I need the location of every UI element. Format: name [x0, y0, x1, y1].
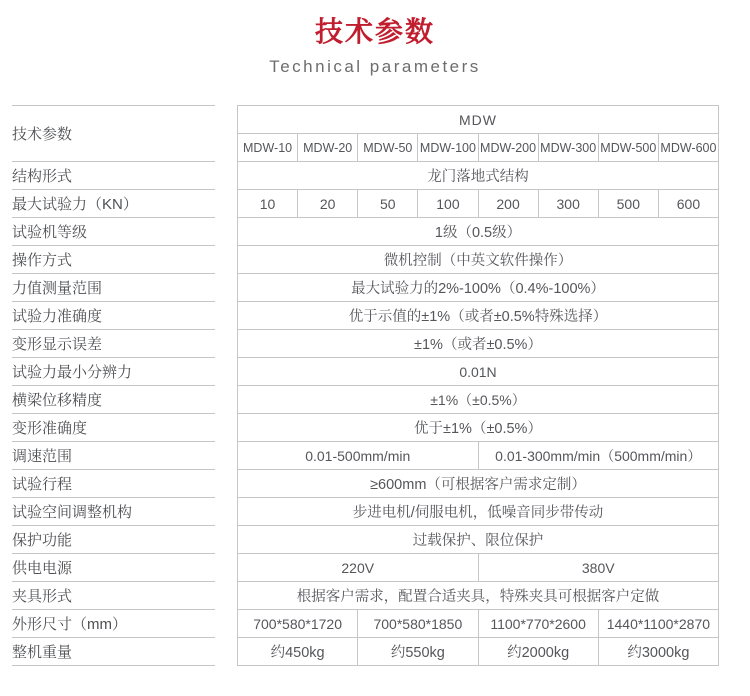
corner-label: 技术参数 — [12, 126, 73, 143]
spec-row-label: 夹具形式 — [12, 582, 215, 610]
spec-value-cell: 根据客户需求，配置合适夹具，特殊夹具可根据客户定做 — [238, 582, 719, 610]
spec-value-cell: 700*580*1720 — [238, 610, 358, 638]
spec-row — [238, 526, 719, 554]
model-header-cell: MDW-10 — [238, 134, 298, 162]
spec-row-label: 最大试验力（KN） — [12, 190, 215, 218]
spec-value-cell: 约450kg — [238, 638, 358, 666]
spec-value-cell: 600 — [658, 190, 718, 218]
spec-value-cell: 200 — [478, 190, 538, 218]
spec-value-cell: 1440*1100*2870 — [598, 610, 718, 638]
spec-value-cell: 优于示值的±1%（或者±0.5%特殊选择） — [238, 302, 719, 330]
spec-row — [238, 162, 719, 190]
model-header-cell: MDW-100 — [418, 134, 478, 162]
spec-row — [238, 190, 719, 218]
page-subtitle: Technical parameters — [269, 57, 481, 77]
spec-row — [238, 330, 719, 358]
spec-value-cell: 50 — [358, 190, 418, 218]
spec-value-cell: 最大试验力的2%-100%（0.4%-100%） — [238, 274, 719, 302]
spec-row-label: 整机重量 — [12, 638, 215, 666]
spec-row-label: 保护功能 — [12, 526, 215, 554]
spec-row — [238, 610, 719, 638]
spec-row — [238, 246, 719, 274]
spec-value-cell: 1100*770*2600 — [478, 610, 598, 638]
spec-value-cell: 220V — [238, 554, 479, 582]
spec-row-label: 调速范围 — [12, 442, 215, 470]
series-header-cell: MDW — [238, 106, 719, 134]
spec-value-cell: 步进电机/伺服电机，低噪音同步带传动 — [238, 498, 719, 526]
series-header-row — [238, 106, 719, 134]
spec-value-cell: ≥600mm（可根据客户需求定制） — [238, 470, 719, 498]
spec-row-label: 试验行程 — [12, 470, 215, 498]
spec-value-cell: 0.01-500mm/min — [238, 442, 479, 470]
spec-row — [238, 218, 719, 246]
spec-value-cell: 10 — [238, 190, 298, 218]
spec-value-cell: 0.01N — [238, 358, 719, 386]
spec-row — [238, 274, 719, 302]
spec-row-label: 变形准确度 — [12, 414, 215, 442]
spec-value-cell: 约3000kg — [598, 638, 718, 666]
spec-value-cell: ±1%（或者±0.5%） — [238, 330, 719, 358]
spec-row-label: 试验力准确度 — [12, 302, 215, 330]
spec-row — [238, 442, 719, 470]
spec-value-cell: 优于±1%（±0.5%） — [238, 414, 719, 442]
spec-row-label: 横梁位移精度 — [12, 386, 215, 414]
model-header-cell: MDW-200 — [478, 134, 538, 162]
spec-value-cell: 龙门落地式结构 — [238, 162, 719, 190]
spec-row-label: 试验空间调整机构 — [12, 498, 215, 526]
spec-row-label: 操作方式 — [12, 246, 215, 274]
spec-row — [238, 498, 719, 526]
corner-label-cell — [12, 105, 215, 162]
spec-row — [238, 414, 719, 442]
spec-row — [238, 470, 719, 498]
spec-value-cell: 300 — [538, 190, 598, 218]
spec-value-cell: 微机控制（中英文软件操作） — [238, 246, 719, 274]
spec-row-label: 变形显示误差 — [12, 330, 215, 358]
spec-row-label: 试验机等级 — [12, 218, 215, 246]
spec-value-cell: 380V — [478, 554, 719, 582]
spec-value-cell: 约550kg — [358, 638, 478, 666]
spec-row-label: 外形尺寸（mm） — [12, 610, 215, 638]
page-title: 技术参数 — [314, 16, 435, 47]
spec-label-column — [12, 105, 215, 666]
model-header-cell: MDW-500 — [598, 134, 658, 162]
spec-row-label: 供电电源 — [12, 554, 215, 582]
spec-table — [237, 105, 719, 666]
spec-value-cell: 500 — [598, 190, 658, 218]
spec-row-label: 力值测量范围 — [12, 274, 215, 302]
spec-row — [238, 358, 719, 386]
model-header-cell: MDW-300 — [538, 134, 598, 162]
spec-row — [238, 638, 719, 666]
spec-row-label: 试验力最小分辨力 — [12, 358, 215, 386]
spec-value-cell: 约2000kg — [478, 638, 598, 666]
model-header-cell: MDW-20 — [298, 134, 358, 162]
spec-value-cell: ±1%（±0.5%） — [238, 386, 719, 414]
page-header — [0, 0, 750, 77]
spec-value-cell: 700*580*1850 — [358, 610, 478, 638]
model-header-cell: MDW-600 — [658, 134, 718, 162]
spec-table-body — [238, 162, 719, 666]
spec-value-cell: 20 — [298, 190, 358, 218]
spec-row — [238, 582, 719, 610]
spec-row — [238, 302, 719, 330]
spec-row — [238, 386, 719, 414]
spec-value-cell: 1级（0.5级） — [238, 218, 719, 246]
spec-row-label: 结构形式 — [12, 162, 215, 190]
spec-value-cell: 过载保护、限位保护 — [238, 526, 719, 554]
spec-value-cell: 0.01-300mm/min（500mm/min） — [478, 442, 719, 470]
model-header-cell: MDW-50 — [358, 134, 418, 162]
spec-row — [238, 554, 719, 582]
spec-value-cell: 100 — [418, 190, 478, 218]
model-header-row — [238, 134, 719, 162]
